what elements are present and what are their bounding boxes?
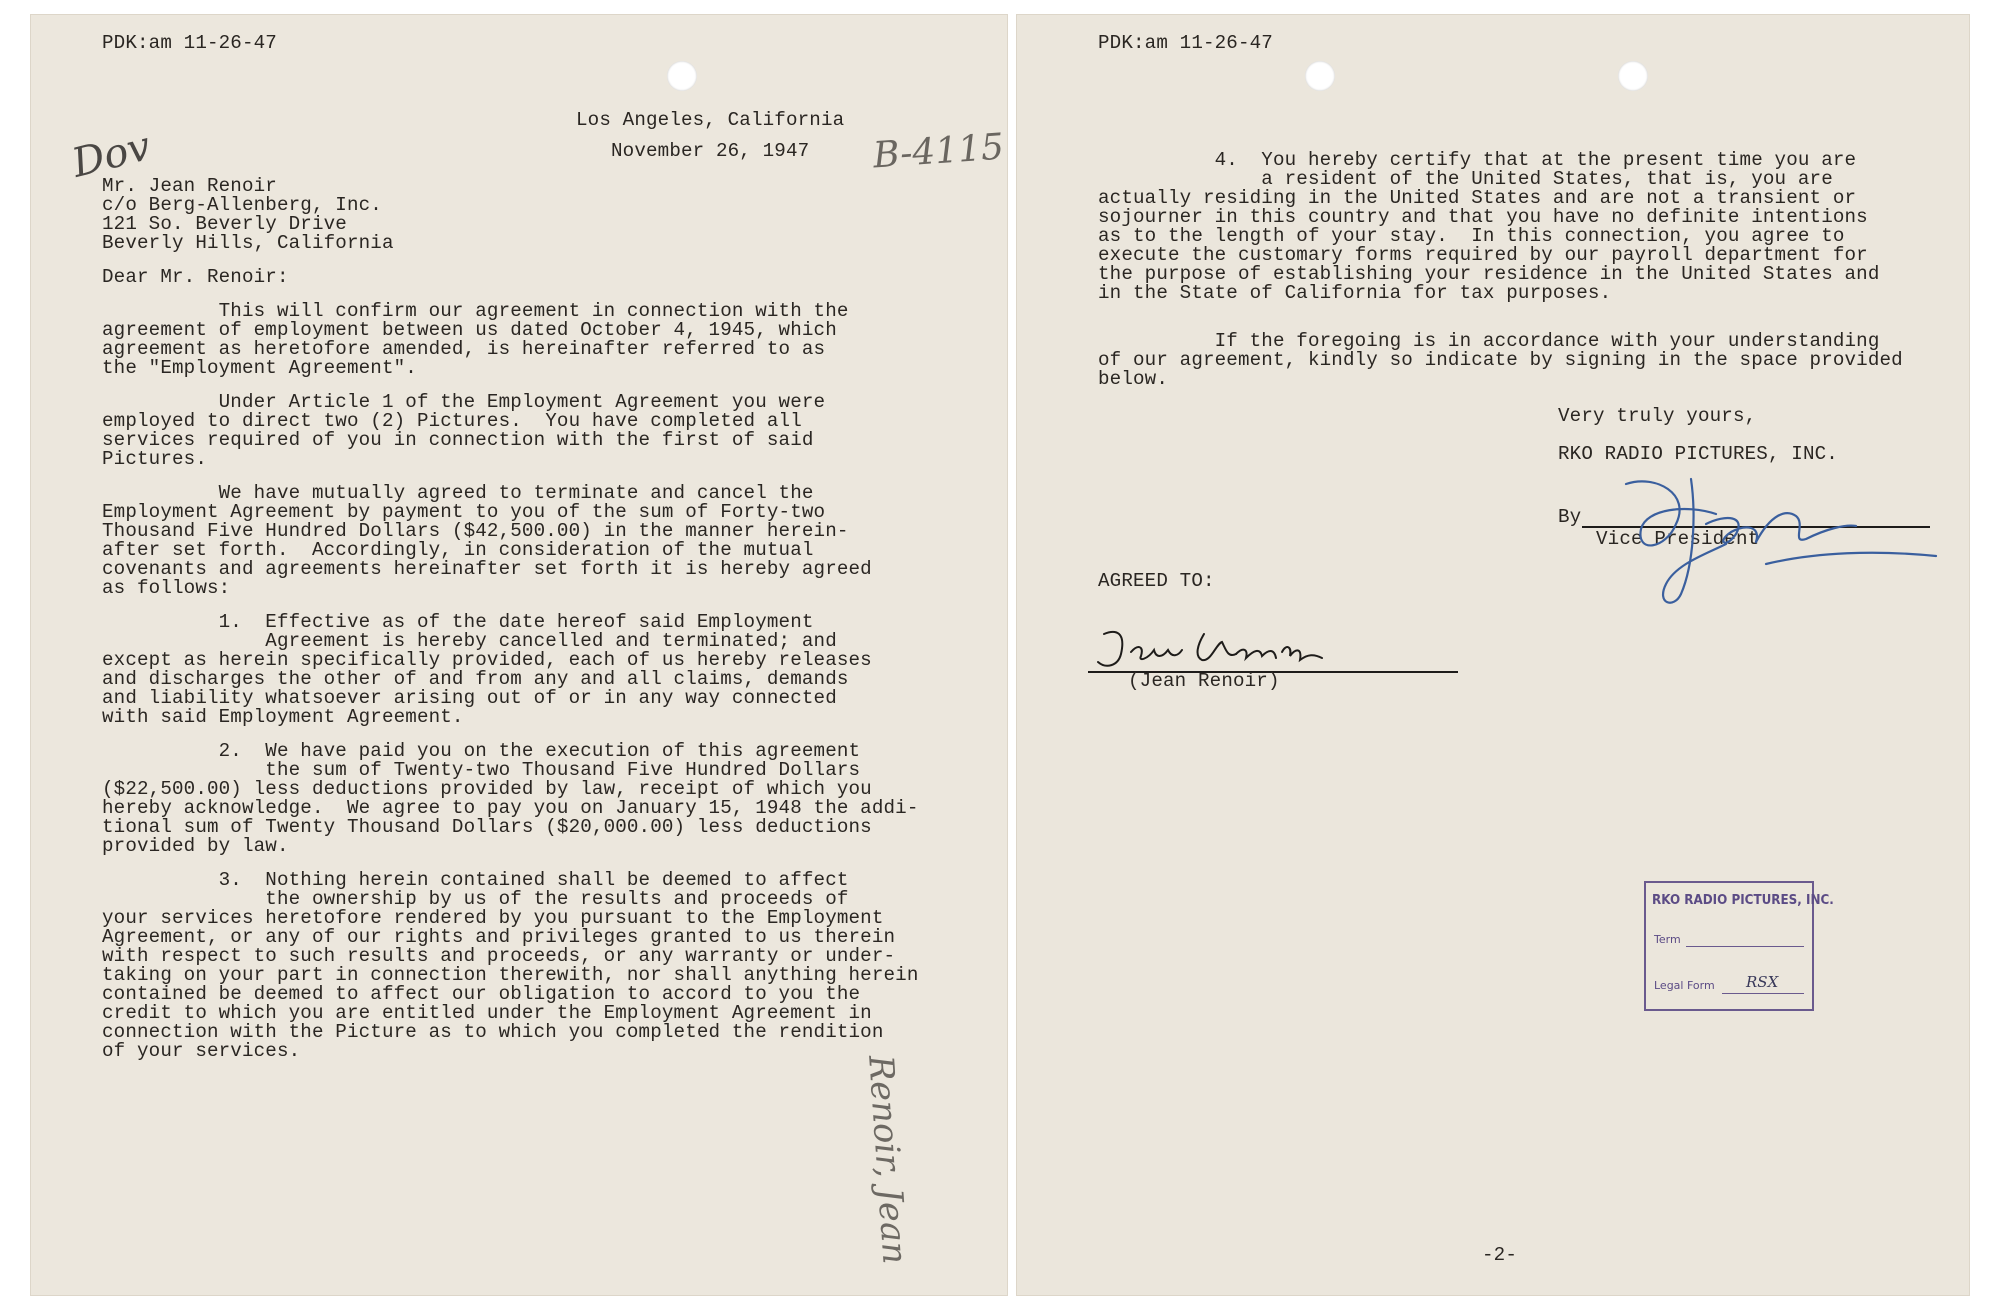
body-line: as follows:: [102, 577, 231, 599]
reference-code: PDK:am 11-26-47: [1098, 32, 1273, 54]
letter-date: November 26, 1947: [611, 140, 810, 162]
by-label: By: [1558, 506, 1582, 528]
stamp-legal-initials: RSX: [1746, 973, 1779, 991]
handwritten-margin-name: Renoir, Jean: [860, 1054, 915, 1266]
body-line: except as herein specifically provided, each of us hereby releases: [102, 649, 872, 671]
page-number: -2-: [1482, 1244, 1517, 1266]
body-line: services required of you in connection with the first of said: [102, 429, 814, 451]
body-line: the sum of Twenty-two Thousand Five Hundred Dollars: [102, 759, 861, 781]
body-line: 1. Effective as of the date hereof said Employment: [102, 611, 814, 633]
punch-hole: [1618, 61, 1648, 91]
body-line: 4. You hereby certify that at the present time you are: [1098, 149, 1857, 171]
body-line: Employment Agreement by payment to you of the sum of Forty-two: [102, 501, 826, 523]
body-line: ($22,500.00) less deductions provided by law, receipt of which you: [102, 778, 872, 800]
body-line: This will confirm our agreement in connection with the: [102, 300, 849, 322]
body-line: We have mutually agreed to terminate and cancel the: [102, 482, 814, 504]
body-line: with said Employment Agreement.: [102, 706, 464, 728]
body-line: Agreement, or any of our rights and privileges granted to us therein: [102, 926, 896, 948]
punch-hole: [1305, 61, 1335, 91]
addressee-line: 121 So. Beverly Drive: [102, 213, 347, 235]
agreed-to-label: AGREED TO:: [1098, 570, 1215, 592]
letter-city: Los Angeles, California: [576, 109, 845, 131]
body-line: agreement of employment between us dated October 4, 1945, which: [102, 319, 837, 341]
body-line: employed to direct two (2) Pictures. You have completed all: [102, 410, 802, 432]
body-line: and liability whatsoever arising out of or in any way connected: [102, 687, 837, 709]
body-line: agreement as heretofore amended, is hereinafter referred to as: [102, 338, 826, 360]
addressee-line: Mr. Jean Renoir: [102, 175, 277, 197]
body-line: contained be deemed to affect our obligation to accord to you the: [102, 983, 861, 1005]
body-line: after set forth. Accordingly, in consideration of the mutual: [102, 539, 814, 561]
body-line: the purpose of establishing your residence in the United States and: [1098, 263, 1880, 285]
body-line: of our agreement, kindly so indicate by signing in the space provided: [1098, 349, 1903, 371]
body-line: the "Employment Agreement".: [102, 357, 417, 379]
body-line: with respect to such results and proceeds, or any warranty or under-: [102, 945, 896, 967]
body-line: actually residing in the United States and are not a transient or: [1098, 187, 1857, 209]
body-line: execute the customary forms required by our payroll department for: [1098, 244, 1868, 266]
letter-page-2: [1016, 14, 1970, 1296]
complimentary-close: Very truly yours,: [1558, 405, 1757, 427]
addressee-line: Beverly Hills, California: [102, 232, 394, 254]
body-line: as to the length of your stay. In this connection, you agree to: [1098, 225, 1845, 247]
body-line: credit to which you are entitled under the Employment Agreement in: [102, 1002, 872, 1024]
letter-page-1: [30, 14, 1008, 1296]
body-line: your services heretofore rendered by you pursuant to the Employment: [102, 907, 884, 929]
rko-receipt-stamp: [1644, 881, 1834, 1011]
handwritten-corner-note: Dov: [67, 123, 156, 187]
body-line: a resident of the United States, that is, you are: [1098, 168, 1833, 190]
company-name: RKO RADIO PICTURES, INC.: [1558, 443, 1838, 465]
signer-title: Vice President: [1596, 528, 1760, 550]
reference-code: PDK:am 11-26-47: [102, 32, 277, 54]
signer-name: (Jean Renoir): [1128, 670, 1280, 692]
body-line: Pictures.: [102, 448, 207, 470]
body-line: connection with the Picture as to which you completed the rendition: [102, 1021, 884, 1043]
body-line: below.: [1098, 368, 1168, 390]
vp-signature-ink: [1596, 454, 1966, 614]
punch-hole: [667, 61, 697, 91]
body-line: provided by law.: [102, 835, 289, 857]
salutation: Dear Mr. Renoir:: [102, 266, 289, 288]
body-line: Agreement is hereby cancelled and terminated; and: [102, 630, 837, 652]
body-line: sojourner in this country and that you have no definite intentions: [1098, 206, 1868, 228]
stamp-term-label: Term: [1654, 933, 1681, 946]
body-line: 2. We have paid you on the execution of this agreement: [102, 740, 861, 762]
body-line: hereby acknowledge. We agree to pay you on January 15, 1948 the addi-: [102, 797, 919, 819]
body-line: covenants and agreements hereinafter set forth it is hereby agreed: [102, 558, 872, 580]
body-line: Under Article 1 of the Employment Agreement you were: [102, 391, 826, 413]
body-line: Thousand Five Hundred Dollars ($42,500.00) in the manner herein-: [102, 520, 849, 542]
stamp-legal-label: Legal Form: [1654, 979, 1715, 992]
handwritten-file-number: B-4115: [871, 126, 1006, 177]
body-line: 3. Nothing herein contained shall be deemed to affect: [102, 869, 849, 891]
addressee-line: c/o Berg-Allenberg, Inc.: [102, 194, 382, 216]
stamp-legal-line: [1722, 993, 1804, 994]
body-line: taking on your part in connection therewith, nor shall anything herein: [102, 964, 919, 986]
body-line: and discharges the other of and from any and all claims, demands: [102, 668, 849, 690]
stamp-title: RKO RADIO PICTURES, INC.: [1652, 893, 1834, 908]
body-line: of your services.: [102, 1040, 301, 1062]
body-line: in the State of California for tax purposes.: [1098, 282, 1612, 304]
stamp-term-line: [1686, 946, 1804, 947]
body-line: tional sum of Twenty Thousand Dollars ($20,000.00) less deductions: [102, 816, 872, 838]
body-line: If the foregoing is in accordance with your understanding: [1098, 330, 1880, 352]
body-line: the ownership by us of the results and proceeds of: [102, 888, 849, 910]
